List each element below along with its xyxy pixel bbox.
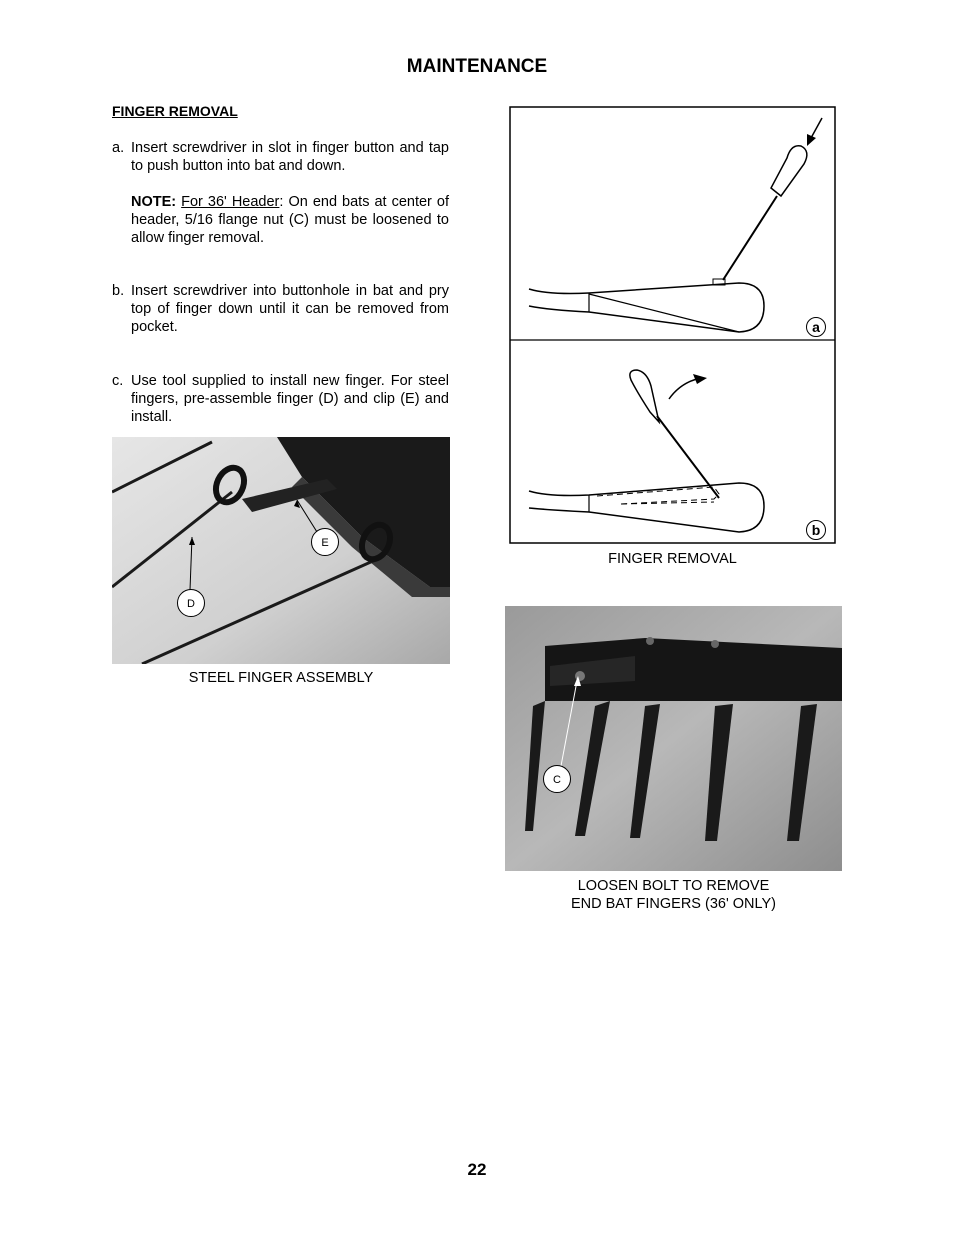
step-c: [112, 372, 449, 426]
note-label: NOTE:: [131, 194, 177, 210]
finger-removal-caption: FINGER REMOVAL: [608, 551, 737, 567]
step-text: Use tool supplied to install new finger. For steel fingers, pre-assemble finger (D) and clip (E) and install.: [131, 373, 449, 425]
step-a: [112, 139, 449, 175]
end-bat-photo: [505, 606, 842, 871]
page-number: 22: [467, 1160, 487, 1179]
callout-d: D: [177, 589, 205, 617]
section-heading: FINGER REMOVAL: [112, 103, 238, 119]
step-marker: a.: [112, 140, 125, 156]
steel-finger-caption: STEEL FINGER ASSEMBLY: [188, 670, 374, 686]
end-bat-caption: [505, 877, 842, 913]
steel-finger-photo: [112, 437, 450, 664]
finger-removal-diagram: [509, 106, 836, 544]
step-marker: c.: [112, 373, 124, 389]
note: [131, 193, 449, 247]
end-bat-caption-line1: LOOSEN BOLT TO REMOVE: [577, 878, 770, 894]
note-underlined: For 36' Header: [181, 194, 280, 210]
callout-e: E: [311, 528, 339, 556]
end-bat-caption-line2: END BAT FINGERS (36' ONLY): [570, 896, 776, 912]
step-text: Insert screwdriver into buttonhole in bat and pry top of finger down until it can be removed from pocket.: [131, 283, 449, 335]
page-title: MAINTENANCE: [406, 56, 548, 77]
panel-label-a: a: [806, 317, 826, 337]
panel-label-b: b: [806, 520, 826, 540]
callout-c: C: [543, 765, 571, 793]
step-text: Insert screwdriver in slot in finger button and tap to push button into bat and down.: [131, 140, 449, 174]
step-b: [112, 282, 449, 336]
note-text: : On end bats at center of header, 5/16 flange nut (C) must be loosened to allow finger removal.: [131, 194, 450, 246]
step-marker: b.: [112, 283, 125, 299]
